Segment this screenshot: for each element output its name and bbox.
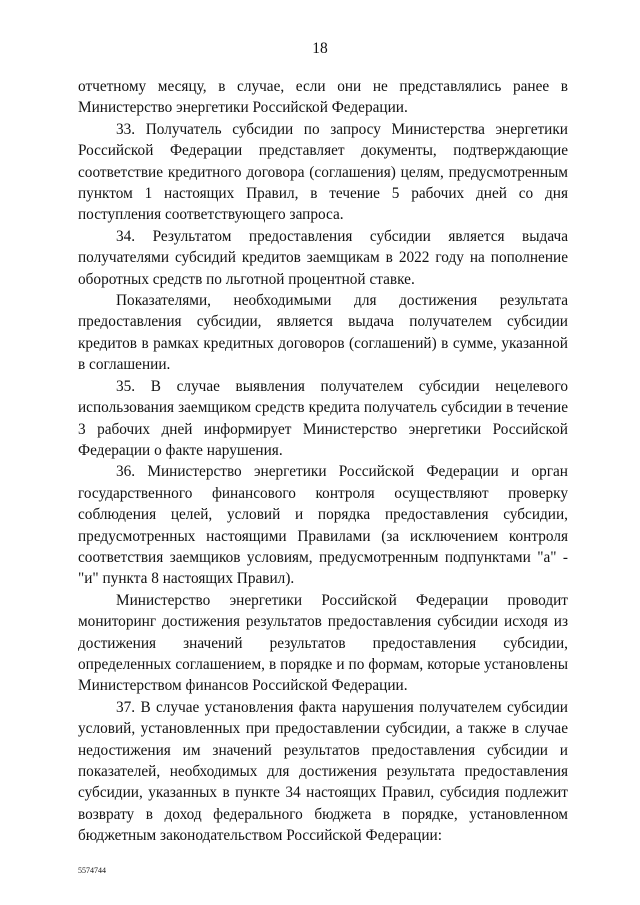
paragraph-35: 35. В случае выявления получателем субсидии нецелевого использования заемщиком средств кредита получатель субсидии в течение 3 рабочих дней информирует Министерство энергетики Российской Федерации о факте нарушения. (78, 377, 568, 459)
paragraph-33: 33. Получатель субсидии по запросу Министерства энергетики Российской Федерации представляет документы, подтверждающие соответствие кредитного договора (соглашения) целям, предусмотренным пунктом 1 настоящих Правил, в течение 5 рабочих дней со дня поступления соответствующего запроса. (78, 120, 568, 224)
document-code: 5574744 (78, 866, 106, 875)
paragraph-36: 36. Министерство энергетики Российской Федерации и орган государственного финансового контроля осуществляют проверку соблюдения целей, условий и порядка предоставления субсидии, предусмотренных настоящими Правилами (за исключением контроля соответствия заемщиков условиям, предусмотренным подпунктами "а" - "и" пункта 8 настоящих Правил). (78, 463, 568, 588)
paragraph-34-indicators: Показателями, необходимыми для достижения результата предоставления субсидии, является выдача получателем субсидии кредитов в рамках кредитных договоров (соглашений) в сумме, указанной в соглашении. (78, 292, 568, 374)
paragraph-37: 37. В случае установления факта нарушения получателем субсидии условий, установленных при предоставлении субсидии, а также в случае недостижения им значений результатов предоставления субсидии и показателей, необходимых для достижения результата предоставления субсидии, указанных в пункте 34 настоящих Правил, субсидия подлежит возврату в доход федерального бюджета в порядке, установленном бюджетным законодательством Российской Федерации: (78, 698, 568, 845)
paragraph-continuation: отчетному месяцу, в случае, если они не представлялись ранее в Министерство энергетики Российской Федерации. (78, 78, 568, 117)
paragraph-36-monitoring: Министерство энергетики Российской Федерации проводит мониторинг достижения результатов предоставления субсидии исходя из достижения значений результатов предоставления субсидии, определенных соглашением, в порядке и по формам, которые установлены Министерством финансов Российской Федерации. (78, 591, 568, 695)
document-body (78, 76, 568, 847)
paragraph-34: 34. Результатом предоставления субсидии является выдача получателями субсидий кредитов заемщикам в 2022 году на пополнение оборотных средств по льготной процентной ставке. (78, 227, 568, 288)
page-number: 18 (312, 40, 328, 57)
